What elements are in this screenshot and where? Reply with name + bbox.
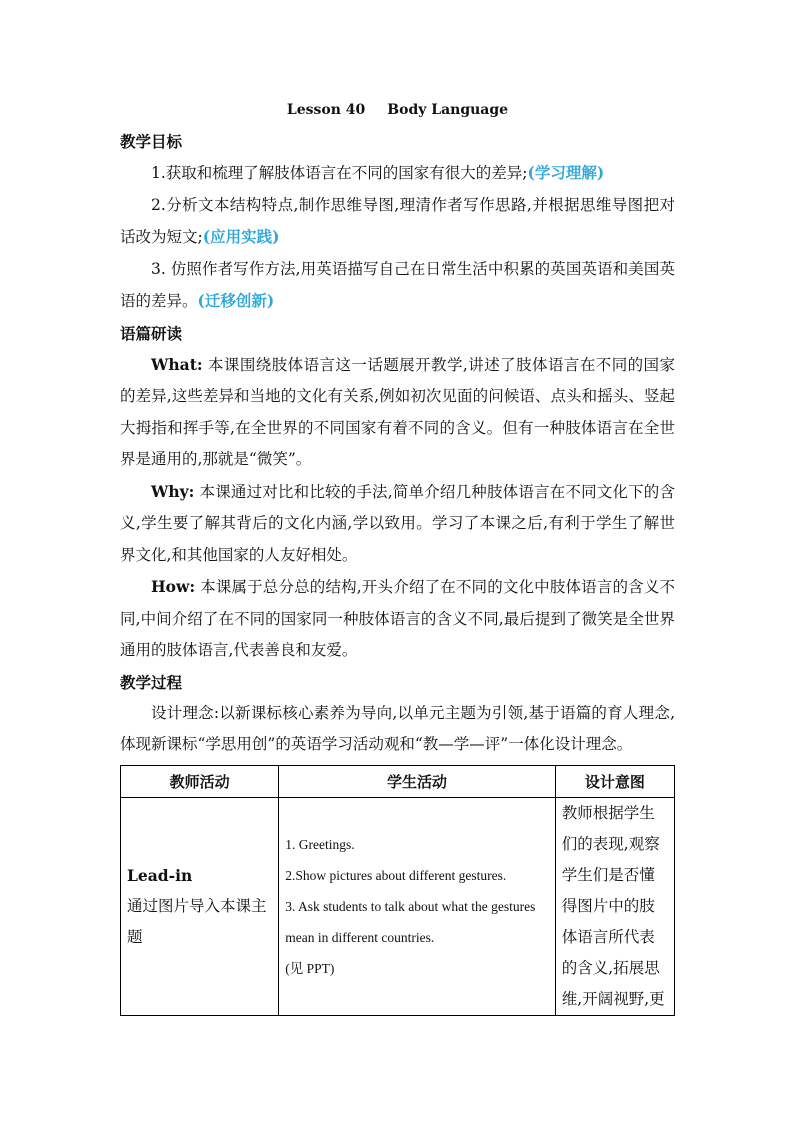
objective-tag: (迁移创新): [197, 291, 275, 310]
header-intent: 设计意图: [555, 765, 674, 797]
activity-table: [120, 765, 675, 1016]
design-intent-cell: 教师根据学生们的表现,观察学生们是否懂得图片中的肢体语言所代表的含义,拓展思维,开阔视野,更: [555, 797, 674, 1015]
why-label: Why:: [151, 481, 195, 501]
lead-in-text: 通过图片导入本课主题: [127, 896, 267, 946]
analysis-how: How: 本课属于总分总的结构,开头介绍了在不同的文化中肢体语言的含义不同,中间介绍了在不同的国家同一种肢体语言的含义不同,最后提到了微笑是全世界通用的肢体语言,代表善良和友爱。: [120, 577, 675, 659]
student-activity-cell: [279, 797, 555, 1015]
objectives-heading: 教学目标: [120, 132, 183, 151]
lesson-topic: Body Language: [387, 102, 509, 118]
lesson-number: Lesson 40: [286, 102, 366, 118]
teacher-activity-cell: [121, 797, 279, 1015]
student-line-3: 3. Ask students to talk about what the gestures mean in different countries.: [285, 898, 536, 945]
lesson-title: [120, 96, 675, 124]
header-teacher: 教师活动: [121, 765, 279, 797]
objective-item-3: 3. 仿照作者写作方法,用英语描写自己在日常生活中积累的英国英语和美国英语的差异。(迁移创新): [120, 259, 675, 310]
objective-item-2: 2.分析文本结构特点,制作思维导图,理清作者写作思路,并根据思维导图把对话改为短文;(应用实践): [120, 195, 675, 246]
student-line-1: 1. Greetings.: [285, 836, 355, 852]
table-header-row: [121, 765, 675, 797]
student-line-4: (见 PPT): [285, 960, 335, 976]
objective-tag: (学习理解): [527, 163, 605, 182]
header-student: 学生活动: [279, 765, 555, 797]
what-label: What:: [151, 354, 203, 374]
how-label: How:: [151, 577, 196, 596]
analysis-heading: 语篇研读: [120, 323, 183, 343]
objective-tag: (应用实践): [202, 227, 280, 246]
document-page: [120, 96, 675, 1016]
table-row: [121, 797, 675, 1015]
analysis-why: Why: 本课通过对比和比较的手法,简单介绍几种肢体语言在不同文化下的含义,学生要了解其背后的文化内涵,学以致用。学习了本课之后,有利于学生了解世界文化,和其他国家的人友好相处。: [120, 481, 675, 564]
design-concept: 设计理念:以新课标核心素养为导向,以单元主题为引领,基于语篇的育人理念,体现新课标“学思用创”的英语学习活动观和“教—学—评”一体化设计理念。: [120, 703, 675, 753]
lead-in-title: Lead-in: [127, 865, 193, 885]
objective-item-1: 1.获取和梳理了解肢体语言在不同的国家有很大的差异;(学习理解): [151, 163, 605, 182]
analysis-what: What: 本课围绕肢体语言这一话题展开教学,讲述了肢体语言在不同的国家的差异,这些差异和当地的文化有关系,例如初次见面的问候语、点头和摇头、竖起大拇指和挥手等,在全世界的不同国家有着不同的含义。但有一种肢体语言在全世界是通用的,那就是“微笑”。: [120, 354, 675, 468]
process-heading: 教学过程: [120, 672, 183, 692]
student-line-2: 2.Show pictures about different gestures.: [285, 867, 507, 883]
